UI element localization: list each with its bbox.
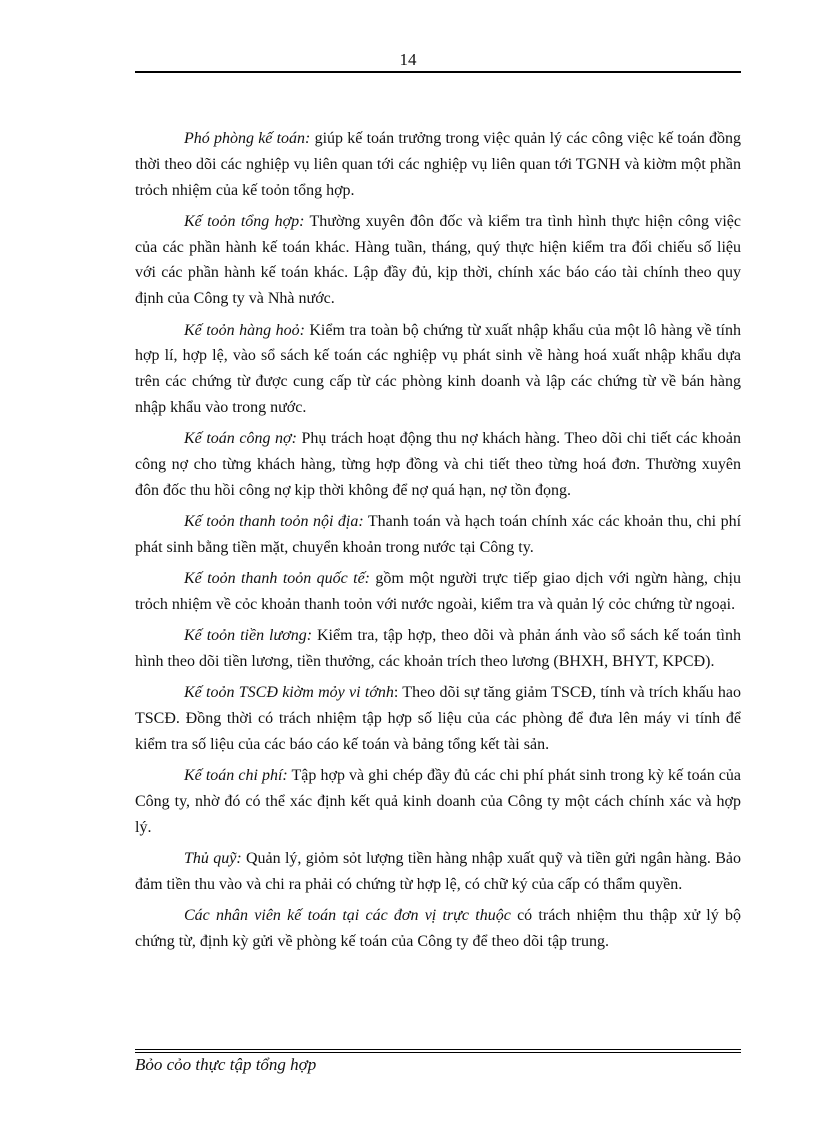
paragraph-term: Kế toán chi phí: [184,767,288,785]
paragraph-text: Tập hợp và ghi chép đầy đủ các chi phí phát sinh trong kỳ kế toán của Công ty, nhờ đó có thể xác định kết quả kinh doanh của Công ty một cách chính xác và hợp lý. [135,767,741,836]
paragraph-text: Quản lý, giỏm sỏt lượng tiền hàng nhập xuất quỹ và tiền gửi ngân hàng. Bảo đảm tiền thu vào và chi ra phải có chứng từ hợp lệ, có chữ ký của cấp có thẩm quyền. [135,850,742,894]
paragraph-ke-toan-cong-no [135,426,741,503]
paragraph-term: Các nhân viên kế toán tại các đơn vị trực thuộc [184,907,511,925]
paragraph-term: Kế toỏn thanh toỏn nội địa: [184,513,364,531]
paragraph-term: Kế toỏn TSCĐ kiờm mỏy vi tớnh [184,684,394,702]
paragraph-thanh-toan-quoc-te [135,566,741,618]
document-body [135,126,741,960]
paragraph-text: có trách nhiệm thu thập xử lý bộ chứng từ, định kỳ gửi về phòng kế toán của Công ty để theo dõi tập trung. [135,907,741,951]
paragraph-pho-phong-ke-toan [135,126,741,203]
paragraph-text: Kiểm tra toàn bộ chứng từ xuất nhập khẩu của một lô hàng về tính hợp lí, hợp lệ, vào sổ sách kế toán các nghiệp vụ phát sinh về hàng hoá xuất nhập khẩu dựa trên các chứng từ được cung cấp từ các phòng kinh doanh và lập các chứng từ về bán hàng nhập khẩu vào trong nước. [135,321,742,416]
paragraph-text: gồm một người trực tiếp giao dịch với ngừn hàng, chịu trỏch nhiệm về cỏc khoản thanh toỏn với nước ngoài, kiểm tra và quản lý cỏc chứng từ ngoại. [135,570,741,614]
paragraph-ke-toan-chi-phi [135,763,741,840]
paragraph-text: Thường xuyên đôn đốc và kiểm tra tình hình thực hiện công việc của các phần hành kế toán khác. Hàng tuần, tháng, quý thực hiện kiểm tra đối chiếu số liệu với các phần hành kế toán khác. Lập đầy đủ, kịp thời, chính xác báo cáo tài chính theo quy định của Công ty và Nhà nước. [135,212,742,308]
footer-rule [135,1049,741,1053]
paragraph-ke-toan-tscd [135,680,741,757]
paragraph-text: : Theo dõi sự tăng giảm TSCĐ, tính và trích khấu hao TSCĐ. Đồng thời có trách nhiệm tập hợp số liệu của các phòng để đưa lên máy vi tính để kiểm tra số liệu của các báo cáo kế toán và bảng tổng kết tài sản. [135,684,741,754]
paragraph-ke-toan-tong-hop [135,209,741,312]
paragraph-term: Kế toỏn tiền lương: [184,627,313,645]
paragraph-text: Thanh toán và hạch toán chính xác các khoản thu, chi phí phát sinh bằng tiền mặt, chuyển khoản trong nước tại Công ty. [135,513,742,556]
paragraph-term: Kế toán công nợ: [184,430,297,448]
paragraph-term: Phó phòng kế toán: [184,130,311,147]
header-rule [135,71,741,73]
paragraph-term: Kế toỏn thanh toỏn quốc tế: [184,570,370,588]
paragraph-text: Kiểm tra, tập hợp, theo dõi và phản ánh vào sổ sách kế toán tình hình theo dõi tiền lương, tiền thưởng, các khoản trích theo lương (BHXH, BHYT, KPCĐ). [135,627,742,671]
paragraph-term: Thủ quỹ: [184,850,242,868]
paragraph-term: Kế toỏn tổng hợp: [184,212,305,230]
paragraph-ke-toan-tien-luong [135,623,741,675]
paragraph-thanh-toan-noi-dia [135,509,741,561]
footer-title: Bỏo cỏo thực tập tổng hợp [135,1055,317,1074]
paragraph-term: Kế toỏn hàng hoỏ: [184,321,305,339]
page-number: 14 [399,50,417,69]
paragraph-thu-quy [135,846,741,898]
paragraph-text: Phụ trách hoạt động thu nợ khách hàng. Theo dõi chi tiết các khoản công nợ cho từng khách hàng, từng hợp đồng và chi tiết theo từng hoá đơn. Thường xuyên đôn đốc thu hồi công nợ kịp thời không để nợ quá hạn, nợ tồn đọng. [135,430,742,499]
paragraph-text: giúp kế toán trưởng trong việc quản lý các công việc kế toán đồng thời theo dõi các nghiệp vụ liên quan tới các nghiệp vụ liên quan tới TGNH và kiờm một phần trỏch nhiệm của kế toỏn tổng hợp. [135,130,742,199]
paragraph-nhan-vien-don-vi [135,903,741,955]
paragraph-ke-toan-hang-hoa [135,318,741,421]
